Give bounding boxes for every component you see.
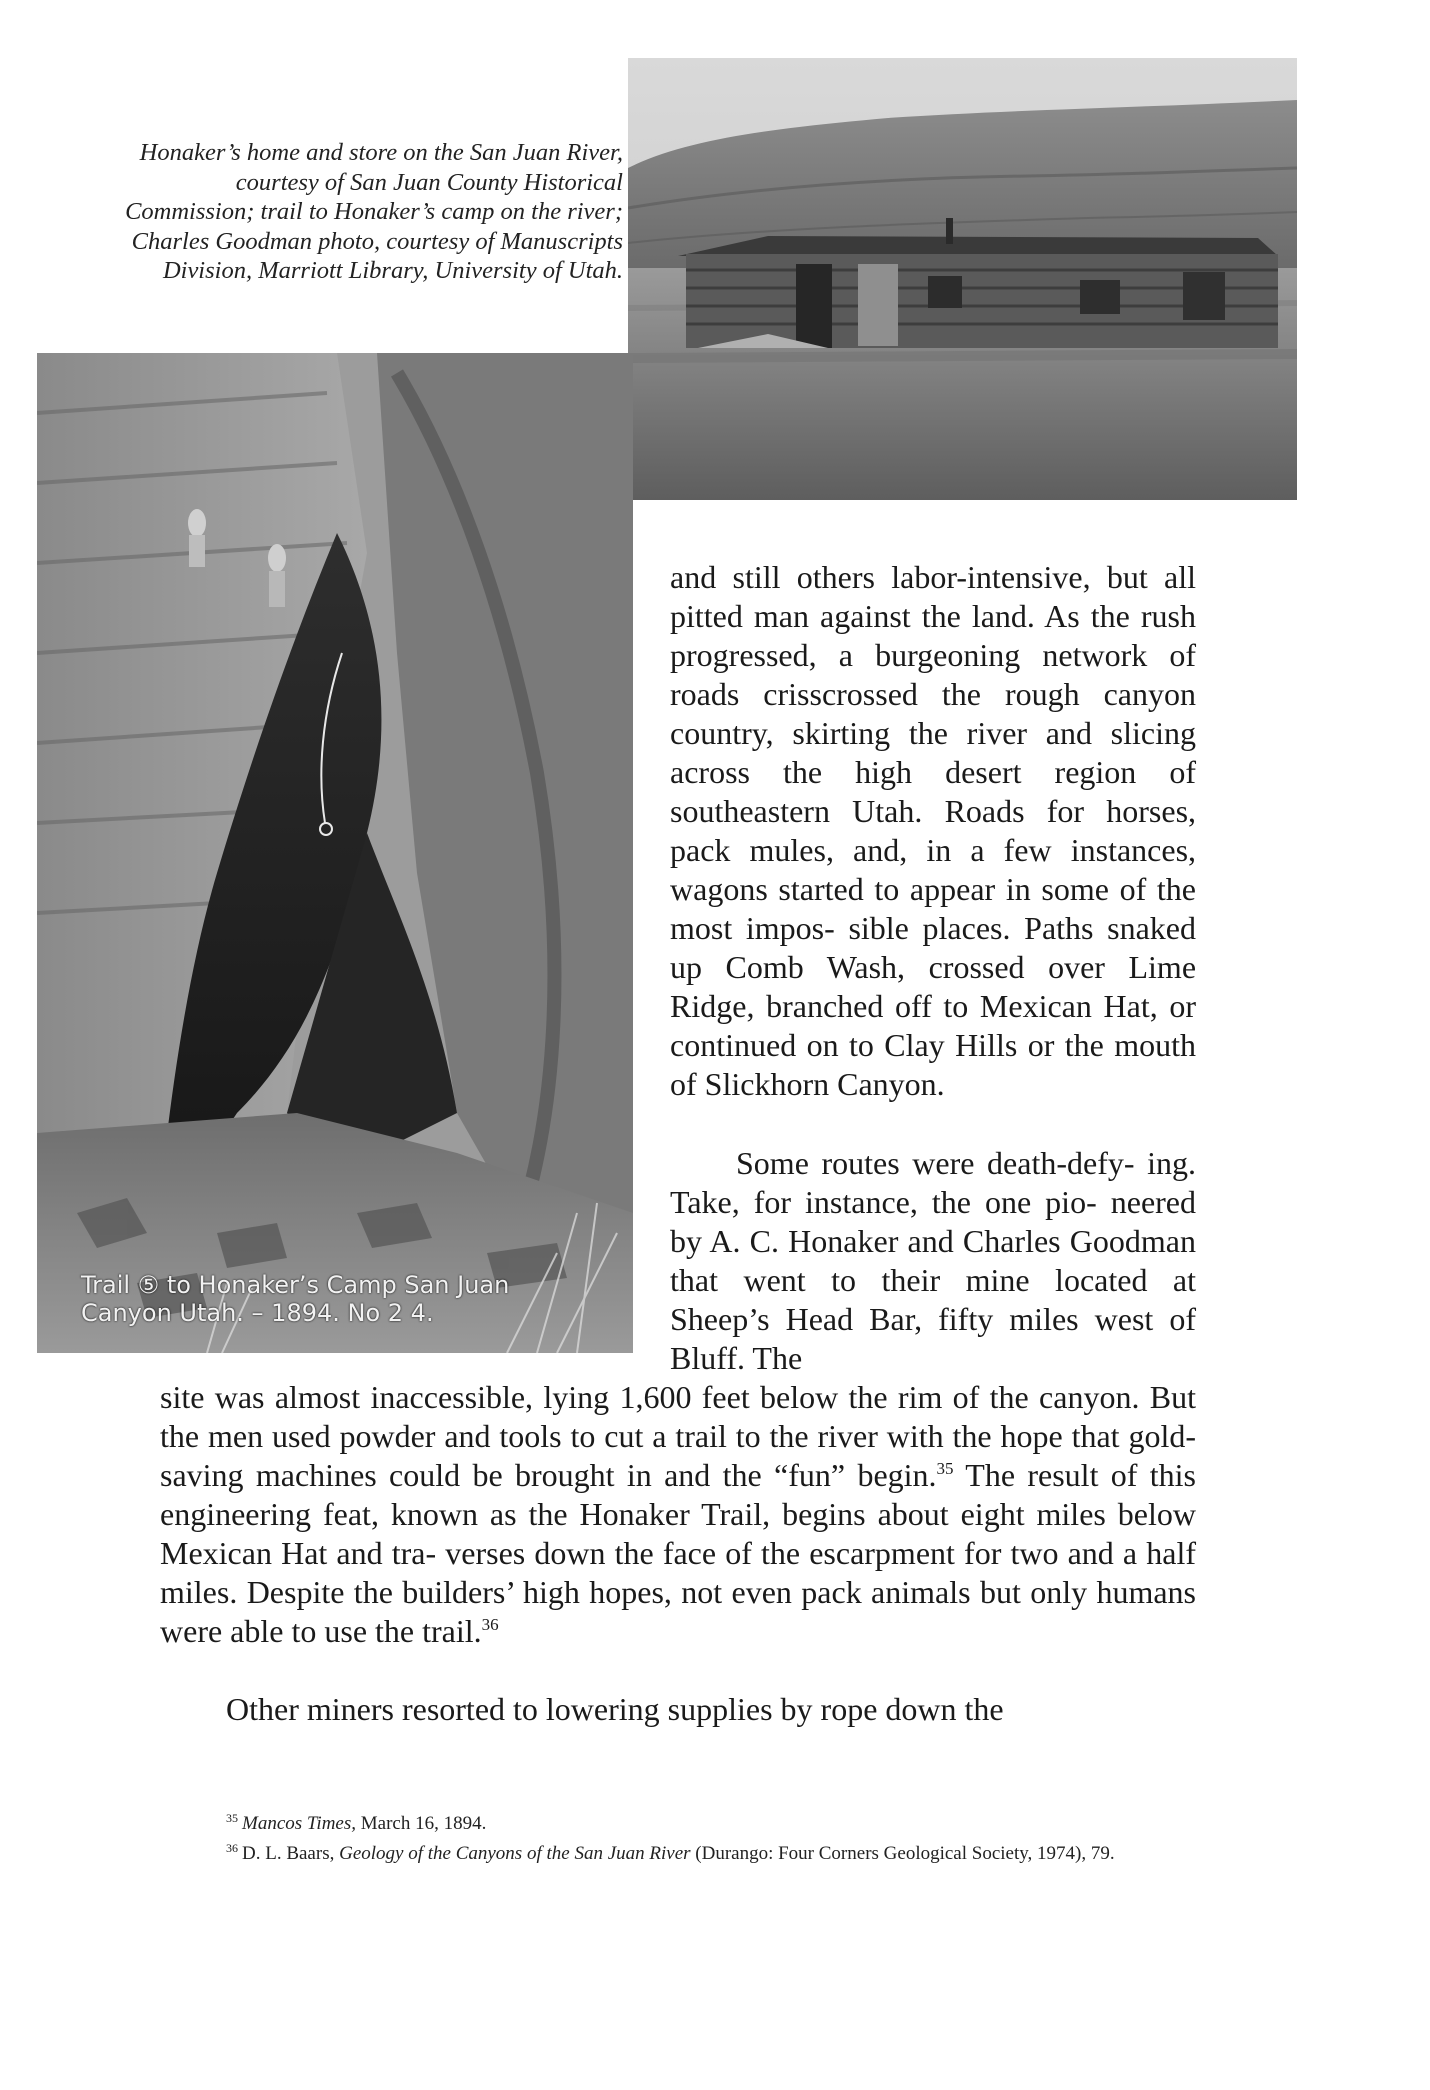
body-paragraph-3: Other miners resorted to lowering supplies by rope down the [226, 1691, 1004, 1727]
body-line: all pitted man against the land. As [670, 559, 1196, 634]
footnote-35 [160, 1812, 1262, 1836]
footnote-mark: 36 [226, 1841, 238, 1855]
body-line: and still others labor-intensive, but [670, 559, 1148, 595]
body-line: branched off to Mexican Hat, or [766, 988, 1197, 1024]
body-line: mouth of Slickhorn Canyon. [670, 1027, 1197, 1102]
body-line: continued on to Clay Hills or the [670, 1027, 1104, 1063]
body-line: network of roads crisscrossed the [670, 637, 1197, 712]
honaker-trail-photo [37, 353, 633, 1353]
body-paragraph-2-full [160, 1378, 1196, 1651]
body-text-run: site was almost inaccessible, lying 1,600 feet below the rim of the canyon. But the men used powder and tools to cut a trail to the river with the hope that gold-saving machines could be brought in and the “fun” begin. [160, 1379, 1196, 1493]
footnote-title: Geology of the Canyons of the San Juan River [339, 1843, 691, 1864]
footnote-title: Mancos Times, [242, 1813, 356, 1834]
body-line: desert region of southeastern Utah. [670, 754, 1196, 829]
footnote-ref-36[interactable]: 36 [481, 1615, 499, 1634]
body-line: Roads for horses, pack mules, and, [670, 793, 1197, 868]
honaker-home-photo [628, 58, 1297, 500]
honaker-trail-photo-image [37, 353, 633, 1353]
body-text-run: The result of this engineering feat, known as the Honaker Trail, begins about eight miles below Mexican Hat and tra- verses down the face of the escarpment for two and a half miles. Despite the builders’ high hopes, not even pack animals but only humans were able to use the trail. [160, 1457, 1196, 1649]
photo-caption: Honaker’s home and store on the San Juan River, courtesy of San Juan County Historical Commission; trail to Honaker’s camp on the river; Charles Goodman photo, courtesy of Manuscripts Division, Marriott Library, University of Utah. [125, 139, 623, 284]
body-line: in a few instances, wagons started to [670, 832, 1197, 907]
footnote-text: March 16, 1894. [356, 1813, 487, 1834]
footnote-ref-35[interactable]: 35 [936, 1459, 954, 1478]
body-paragraph-2-column: Some routes were death-defy- ing. Take, for instance, the one pio- neered by A. C. Honaker and Charles Goodman that went to their mine located at Sheep’s Head Bar, fifty miles west of Bluff. The [670, 1145, 1196, 1376]
body-line: appear in some of the most impos- [670, 871, 1196, 946]
footnote-text: (Durango: Four Corners Geological Society, 1974), 79. [690, 1843, 1115, 1864]
body-line: rough canyon country, skirting the [670, 676, 1197, 751]
footnote-36 [160, 1842, 1196, 1866]
body-paragraph-1 [670, 558, 1196, 1104]
body-line: sible places. Paths snaked up Comb [670, 910, 1196, 985]
body-line: the rush progressed, a burgeoning [670, 598, 1197, 673]
body-line: river and slicing across the high [670, 715, 1196, 790]
trail-photo-inscription: Trail ⑤ to Honaker’s Camp San Juan Canyon Utah. – 1894. No 2 4. [81, 1271, 510, 1327]
footnote-text: D. L. Baars, [242, 1843, 340, 1864]
footnote-mark: 35 [226, 1811, 238, 1825]
honaker-home-photo-image [628, 58, 1297, 500]
body-line: Wash, crossed over Lime Ridge, [670, 949, 1197, 1024]
